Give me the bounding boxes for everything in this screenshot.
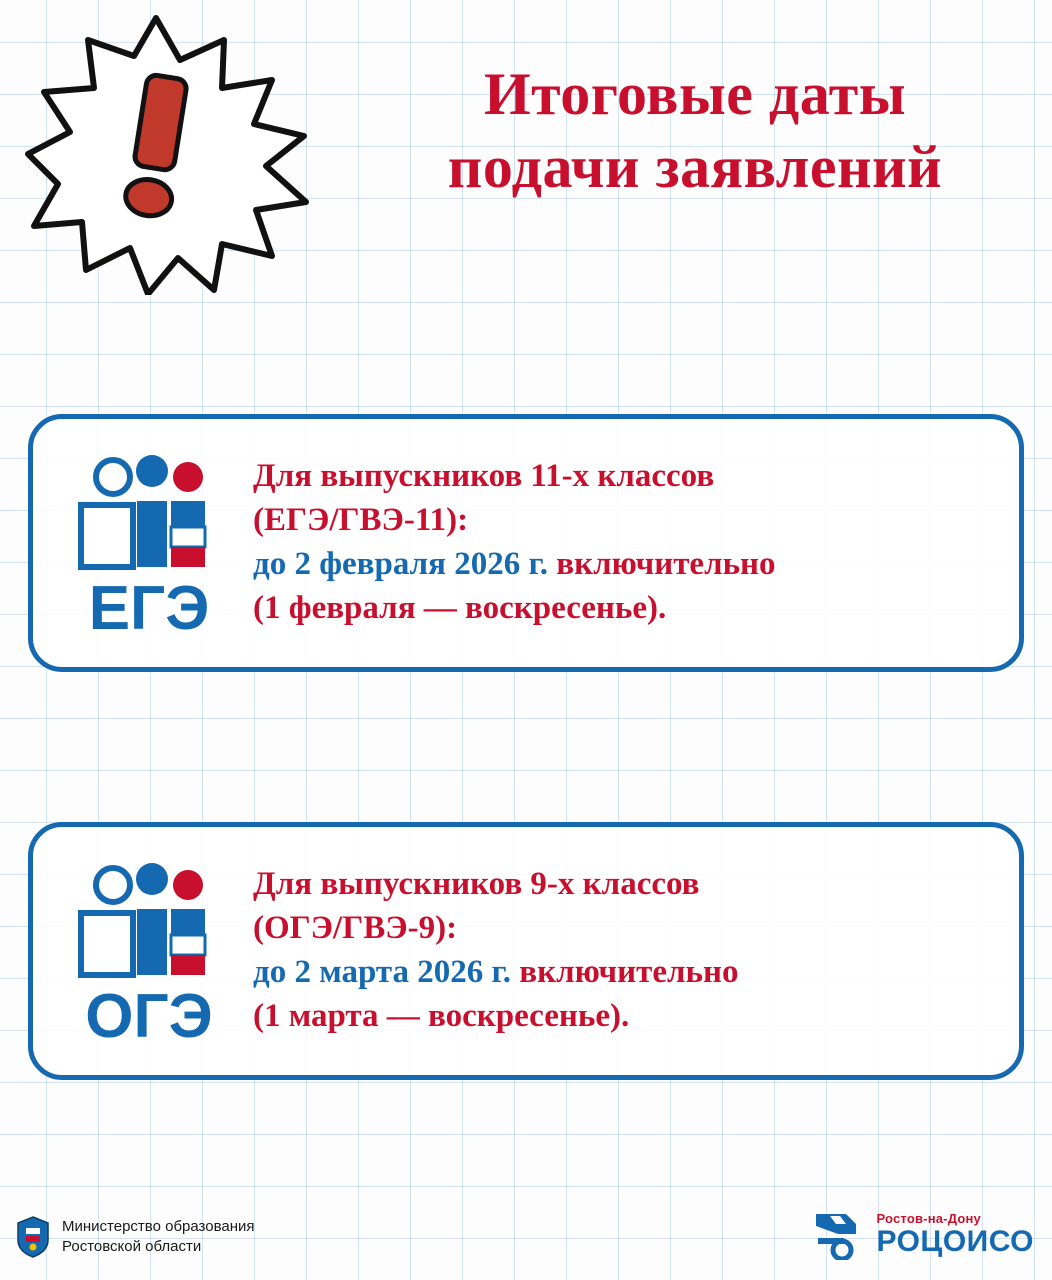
- rocoiso-city: Ростов-на-Дону: [876, 1210, 981, 1226]
- ministry-block: [16, 1216, 255, 1258]
- coat-of-arms-icon: [16, 1216, 50, 1258]
- card-ege-line-2: (ЕГЭ/ГВЭ-11):: [253, 502, 469, 539]
- card-ege-line-3-blue: до 2 февраля 2026 г.: [253, 546, 557, 582]
- rocoiso-name: РОЦОИСО: [876, 1224, 1034, 1258]
- card-oge-line-2: (ОГЭ/ГВЭ-9):: [253, 910, 458, 947]
- ege-logo-icon: [51, 443, 247, 643]
- card-ege-line-4: (1 февраля — воскресенье).: [253, 589, 667, 626]
- title-line-1: Итоговые даты: [483, 61, 907, 127]
- card-ege-text: [247, 455, 1001, 631]
- poster-header: [0, 0, 1052, 300]
- card-ege: [28, 414, 1024, 672]
- ministry-line-1: Министерство образования: [62, 1217, 255, 1235]
- card-oge-text: [247, 863, 1001, 1039]
- exclamation-burst-sticker: [18, 10, 328, 295]
- card-ege-line-3: [253, 543, 1001, 587]
- card-ege-line-3-red: включительно: [556, 546, 776, 582]
- rocoiso-logo-icon: [812, 1208, 868, 1260]
- card-oge-line-1: Для выпускников 9-х классов: [253, 866, 700, 903]
- poster-footer: [0, 1172, 1052, 1280]
- title-line-2: подачи заявлений: [447, 134, 943, 201]
- oge-logo-icon: [51, 851, 247, 1051]
- card-ege-line-1: Для выпускников 11-х классов: [253, 458, 715, 495]
- rocoiso-block: [812, 1208, 1034, 1260]
- ministry-line-2: Ростовской области: [62, 1238, 202, 1255]
- ege-logo-label: ЕГЭ: [88, 574, 210, 643]
- card-oge-line-3: [253, 951, 1001, 995]
- card-oge-line-3-red: включительно: [519, 954, 739, 990]
- ministry-text: [62, 1217, 255, 1258]
- card-oge-line-3-blue: до 2 марта 2026 г.: [253, 954, 520, 990]
- card-oge-line-4: (1 марта — воскресенье).: [253, 997, 630, 1034]
- oge-logo-label: ОГЭ: [85, 982, 213, 1051]
- card-oge: [28, 822, 1024, 1080]
- rocoiso-text: [876, 1212, 1034, 1257]
- page-title: [350, 58, 1040, 204]
